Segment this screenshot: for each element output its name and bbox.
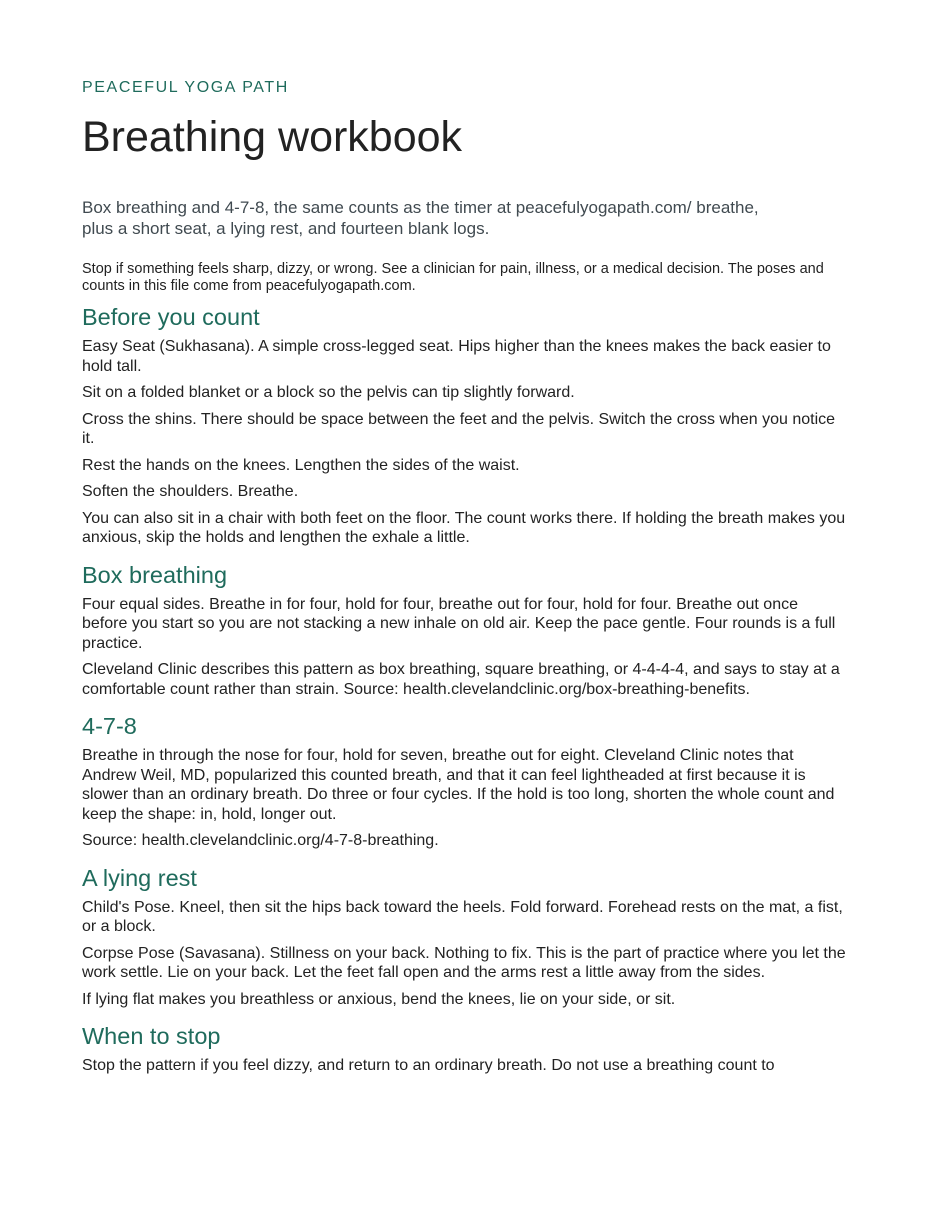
section-when-to-stop (82, 1022, 847, 1076)
paragraph: Source: health.clevelandclinic.org/4-7-8-breathing. (82, 832, 439, 849)
paragraph: Cleveland Clinic describes this pattern as box breathing, square breathing, or 4-4-4-4, and says to stay at a comfortable count rather than strain. Source: health.clevelandclinic.org/box-breathing-benefits. (82, 661, 840, 698)
section-before-you-count (82, 303, 847, 548)
page-title: Breathing workbook (82, 113, 463, 161)
section-heading: Box breathing (82, 561, 228, 588)
intro-lede: Box breathing and 4-7-8, the same counts as the timer at peacefulyogapath.com/ breathe, plus a short seat, a lying rest, and fourteen blank logs. (82, 198, 759, 238)
section-lying-rest (82, 864, 847, 1010)
paragraph: Four equal sides. Breathe in for four, hold for four, breathe out for four, hold for four. Breathe out once before you start so you are not stacking a new inhale on old air. Keep the pace gentle. Four rounds is a full practice. (82, 595, 836, 652)
section-heading: Before you count (82, 304, 260, 330)
section-heading: A lying rest (82, 864, 197, 891)
paragraph: Easy Seat (Sukhasana). A simple cross-legged seat. Hips higher than the knees makes the back easier to hold tall. (82, 338, 831, 375)
paragraph: Soften the shoulders. Breathe. (82, 483, 299, 500)
brand-name: PEACEFUL YOGA PATH (82, 79, 289, 96)
paragraph: If lying flat makes you breathless or anxious, bend the knees, lie on your side, or sit. (82, 990, 676, 1008)
paragraph: You can also sit in a chair with both feet on the floor. The count works there. If holding the breath makes you anxious, skip the holds and lengthen the exhale a little. (82, 509, 846, 546)
paragraph: Breathe in through the nose for four, hold for seven, breathe out for eight. Cleveland Clinic notes that Andrew Weil, MD, popularized this counted breath, and that it can feel lightheaded at first because it is slower than an ordinary breath. Do three or four cycles. If the hold is too long, shorten the whole count and keep the shape: in, hold, longer out. (82, 747, 835, 823)
section-heading: When to stop (82, 1023, 221, 1049)
paragraph: Child's Pose. Kneel, then sit the hips back toward the heels. Fold forward. Forehead rests on the mat, a fist, or a block. (82, 898, 843, 935)
paragraph: Rest the hands on the knees. Lengthen the sides of the waist. (82, 456, 520, 474)
section-heading: 4-7-8 (82, 713, 137, 739)
paragraph: Sit on a folded blanket or a block so the pelvis can tip slightly forward. (82, 384, 575, 401)
paragraph: Cross the shins. There should be space between the feet and the pelvis. Switch the cross when you notice it. (82, 410, 836, 447)
section-4-7-8 (82, 712, 847, 851)
paragraph: Stop the pattern if you feel dizzy, and return to an ordinary breath. Do not use a breathing count to (82, 1057, 775, 1074)
paragraph: Corpse Pose (Savasana). Stillness on your back. Nothing to fix. This is the part of practice where you let the work settle. Lie on your back. Let the feet fall open and the arms rest a little away from the sides. (82, 944, 846, 981)
safety-disclaimer: Stop if something feels sharp, dizzy, or wrong. See a clinician for pain, illness, or a medical decision. The poses and counts in this file come from peacefulyogapath.com. (82, 261, 824, 294)
section-box-breathing (82, 561, 847, 700)
